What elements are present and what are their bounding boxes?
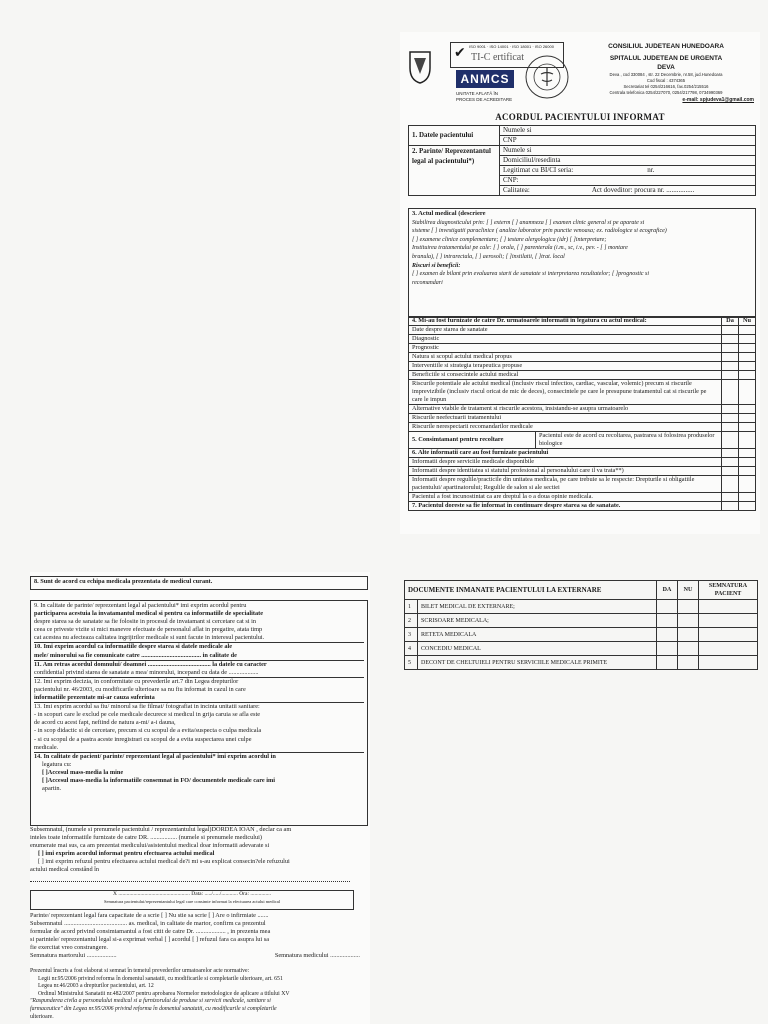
s9-line: ceea ce priveste vizite si mici manevre efectuate de personalul aflat in pregatire, atata timp <box>34 626 263 634</box>
address-2: Cod fiscal : 4374365 <box>646 78 686 83</box>
col-da: Da <box>722 317 739 326</box>
doc-label: DECONT DE CHELTUIELI PENTRU SERVICIILE MEDICALE PRIMITE <box>418 656 657 670</box>
signature-caption: Semnatura pacientului/reprezentantului legal care consimte informat la efectuarea actului medical <box>103 899 281 904</box>
witness-signature[interactable]: Semnatura martorului ................... <box>30 952 117 960</box>
s4-row: Alternative viabile de tratament si riscurile acestora, insistandu-se asupra urmatoarelo <box>409 405 722 414</box>
s2-field-id[interactable]: Legitimat cu BI/CI seria: nr. <box>500 166 756 176</box>
s5-text: Pacientul este de acord cu recoltarea, pastrarea si folosirea produselor biologice <box>536 432 722 449</box>
consent-checkbox[interactable]: [ ] imi exprim acordul informat pentru efectuarea actului medical <box>38 850 215 858</box>
s9-line: 9. In calitate de parinte/ reprezentant legal al pacientului* imi exprim acordul pentru <box>34 602 247 609</box>
s13-line: - in scop didactic si de cercetare, precum si cu scopul de a evita/suspecta o culpa medicala <box>34 727 262 735</box>
footer-line: ulterioare. <box>30 1013 54 1020</box>
checkbox-nu[interactable] <box>739 432 756 449</box>
s9-14-box <box>30 600 368 826</box>
s13-line: - in scopuri care le exclud pe cele medicale decurece si medicul in grija caruia se afla este <box>34 711 261 719</box>
doc-label: SCRISOARE MEDICALA; <box>418 614 657 628</box>
s3-line-5: branula), [ ] intrarectala, [ ] aerosoli; [ ]instilatii, [ ]trat. local <box>412 253 565 260</box>
s1-field-name[interactable]: Numele si <box>500 126 756 136</box>
s12-line: 12. Imi exprim decizia, in conformitate cu prevederile art.7 din Legea drepturilor <box>34 677 239 685</box>
col-nu: Nu <box>739 317 756 326</box>
org-name-3: DEVA <box>657 64 675 71</box>
checkbox-da[interactable] <box>722 371 739 380</box>
s5-label: 5. Consimtamant pentru recoltare <box>409 432 536 449</box>
checkbox-nu[interactable] <box>678 628 699 642</box>
footer-line: Ordinul Ministrului Sanatatii nr.482/2007 pentru aprobarea Normelor metodologice de aplicare a titlului XV <box>38 990 290 997</box>
s1-label: 1. Datele pacientului <box>409 126 500 146</box>
checkbox-nu[interactable] <box>739 344 756 353</box>
doc-num: 2 <box>405 614 418 628</box>
s4-row: Natura si scopul actului medical propus <box>409 353 722 362</box>
s7-row: 7. Pacientul doreste sa fie informat in continuare despre starea sa de sanatate. <box>409 502 722 511</box>
email: e-mail: spjudeva1@gmail.com <box>682 97 754 103</box>
iso-line: ISO 9001 · ISO 14001 · ISO 18001 · ISO 26000 <box>469 44 554 49</box>
s13-line: 13. Imi exprim acordul sa fiu/ minorul sa fie filmat/ fotografiat in incinta unitatii sanitare: <box>34 703 260 711</box>
checkbox-da[interactable] <box>722 344 739 353</box>
checkbox-nu[interactable] <box>739 371 756 380</box>
s8-text: 8. Sunt de acord cu echipa medicala prezentata de medicul curant. <box>34 578 213 585</box>
checkbox-nu[interactable] <box>739 414 756 423</box>
signature-cell[interactable] <box>699 656 758 670</box>
s4-row: Riscurile nerespectarii recomandarilor medicale <box>409 423 722 432</box>
checkbox-nu[interactable] <box>739 476 756 493</box>
patient-data-table <box>408 125 756 196</box>
s14-checkbox-media[interactable]: [ ]Accesul mass-media la mine <box>42 768 124 776</box>
doc-label: CONCEDIU MEDICAL <box>418 642 657 656</box>
docs-col-nu: NU <box>678 581 699 600</box>
witness-line: formular de acord privind consimtamantul a fost citit de catre Dr. ................... , in prezenta mea <box>30 928 271 936</box>
declaration-line: enumerate mai sus, ca am prezentat medicului/asistentului medical doar informatii adevarate si <box>30 842 270 850</box>
signature-box <box>30 890 354 910</box>
s2-field-cnp[interactable]: CNP: <box>500 176 756 186</box>
s10-line: 10. Imi exprim acordul ca informatiile despre starea si datele medicale ale <box>34 643 233 651</box>
s4-row: Interventiile si strategia terapeutica propuse <box>409 362 722 371</box>
checkbox-da[interactable] <box>657 628 678 642</box>
checkbox-da[interactable] <box>657 642 678 656</box>
witness-line: Parinte/ reprezentant legal fara capacitate de a scrie [ ] Nu stie sa scrie [ ] Are o infirmiate ....... <box>30 912 269 919</box>
checkbox-da[interactable] <box>722 502 739 511</box>
witness-sign-row <box>30 952 360 960</box>
s11-line: 11. Am retras acordul domnului/ doamnei ........................................ la datele cu caracter <box>34 660 267 668</box>
anmcs-sub2: PROCES DE ACREDITARE <box>456 97 513 102</box>
s6-row: Pacientul a fost incunostintat ca are dreptul la o a doua opinie medicala. <box>409 493 722 502</box>
checkbox-nu[interactable] <box>739 335 756 344</box>
checkbox-nu[interactable] <box>678 642 699 656</box>
coat-of-arms-logo <box>408 48 432 84</box>
s6-row: Informatii despre identitatea si statutul profesional al personalului care il va trata**) <box>409 467 722 476</box>
s3-line-7: [ ] examen de bilant prin evaluarea starii de sanatate si interpretarea rezultatelor; [ ]prognostic si <box>412 271 650 278</box>
s6-row: Informatii despre serviciile medicale disponibile <box>409 458 722 467</box>
doc-num: 5 <box>405 656 418 670</box>
s9-line: cat acestea nu afecteaza calitatea ingrijirilor medicale si sunt facute in interesul pacientului. <box>34 634 364 643</box>
s12-line: informatiile prezentate mi-ar cauza suferinta <box>34 694 364 703</box>
s4-row: Riscurile neefectuarii tratamentului <box>409 414 722 423</box>
blank-line[interactable] <box>30 875 350 882</box>
form-title: ACORDUL PACIENTULUI INFORMAT <box>495 112 665 122</box>
s4-row: Riscurile potentiale ale actului medical (inclusiv riscul infectios, cardiac, vascular, volemic) precum si riscurile imprevizibile (inclusiv riscul oricat de mic de deces), consecintele pe care le presupune tratamentul cat si riscurile pe care le impun <box>409 380 722 405</box>
checkbox-nu[interactable] <box>678 614 699 628</box>
documents-table <box>404 580 758 670</box>
hospital-seal <box>524 54 570 100</box>
checkbox-da[interactable] <box>722 493 739 502</box>
checkbox-nu[interactable] <box>739 353 756 362</box>
s6-heading: 6. Alte informatii care au fost furnizate pacientului <box>409 449 722 458</box>
address-3: Secretariat tel 0254/216616, fax.0254/215516 <box>623 84 709 89</box>
s13-line: de acord cu acest fapt, nefiind de natura a-mi/ a-i dauna, <box>34 719 176 727</box>
checkbox-da[interactable] <box>657 656 678 670</box>
s11-line: confidential privind starea de sanatate a mea/ minorului, incepand cu data de ................... <box>34 669 364 678</box>
signature-cell[interactable] <box>699 642 758 656</box>
checkbox-da[interactable] <box>722 467 739 476</box>
footer-line: "Raspunderea civila a personalului medical si a furnizorului de produse si servicii medicale, sanitare si <box>30 998 271 1005</box>
footer-line: Prezentul înscris a fost elaborat si semnat în temeiul prevederilor urmatoarelor acte normative: <box>30 968 250 974</box>
checkbox-da[interactable] <box>722 432 739 449</box>
s3-line-8: recomandari <box>412 279 443 286</box>
s2-field-name[interactable]: Numele si <box>500 146 756 156</box>
witness-line: fie exercitat vreo constrangere. <box>30 944 108 952</box>
checkbox-da[interactable] <box>722 405 739 414</box>
checkbox-da[interactable] <box>722 423 739 432</box>
checkbox-nu[interactable] <box>678 656 699 670</box>
checkbox-da[interactable] <box>722 476 739 493</box>
refusal-checkbox[interactable]: [ ] imi exprim refuzul pentru efectuarea actului medical de?i mi s-au explicat consecin?ele refuzului <box>38 858 290 866</box>
s12-line: pacientului nr. 46/2003, cu modificarile ulterioare sa nu fiu informat in cazul in care <box>34 685 246 693</box>
signature-cell[interactable] <box>699 600 758 614</box>
footer-line: Legea nr.46/2003 a drepturilor pacientului, art. 12 <box>38 983 154 990</box>
s13-line: medicale. <box>34 744 364 753</box>
form-page-2 <box>30 572 370 1024</box>
witness-line: si parintele/ reprezentantul legal si-a exprimat verbal [ ] acordul [ ] refuzul fara ca asupra lui sa <box>30 936 269 944</box>
s14-line: 14. In calitate de pacient/ parinte/ reprezentant legal al pacientului* imi exprim acordul in <box>34 752 276 760</box>
doc-num: 4 <box>405 642 418 656</box>
s10-line: mele/ minorului sa fie comunicate catre ...................................... in calitate de <box>34 652 364 661</box>
s2-field-quality[interactable]: Calitatea: Act doveditor: procura nr. ................ <box>500 186 756 196</box>
form-page-1 <box>400 32 760 534</box>
signature-line[interactable]: X .................................................... Data: ...../...../............ Ora: ............... <box>113 891 271 897</box>
declaration-line: inteles toate informatiile furnizate de catre DR. ................. (numele si prenumele medicului) <box>30 834 263 842</box>
s9-line: despre starea sa de sanatate sa fie folosite in procesul de invatamant si cercetare cat si in <box>34 618 257 626</box>
s4-heading: 4. Mi-au fost furnizate de catre Dr. urmatoarele informatii in legatura cu actul medical: <box>409 317 722 326</box>
s14-line: legatura cu: <box>42 760 72 768</box>
signature-cell[interactable] <box>699 614 758 628</box>
checkbox-da[interactable] <box>657 600 678 614</box>
s2-label: 2. Parinte/ Reprezentantul legal al pacientului*) <box>409 146 500 196</box>
s3-box <box>408 208 756 318</box>
docs-col-signature: SEMNATURA PACIENT <box>699 581 758 600</box>
s4-row: Prognostic <box>409 344 722 353</box>
docs-col-da: DA <box>657 581 678 600</box>
s3-line-4: Instituirea tratamentului pe cale: [ ] orala, [ ] parenterala (i.m., sc, i.v., pev. - [ ] montare <box>412 245 628 252</box>
anmcs-sub1: UNITATE AFLATĂ ÎN <box>456 91 499 96</box>
signature-cell[interactable] <box>699 628 758 642</box>
doc-num: 3 <box>405 628 418 642</box>
doc-label: RETETA MEDICALA <box>418 628 657 642</box>
checkbox-nu[interactable] <box>739 362 756 371</box>
s6-row: Informatii despre regulile/practicile din unitatea medicala, pe care trebuie sa le respecte: Drepturile si obligatiile pacientului/ apartinatorului; Regulile de salon si ale sectiei <box>409 476 722 493</box>
checkbox-da[interactable] <box>722 414 739 423</box>
checkbox-nu[interactable] <box>678 600 699 614</box>
s4-row: Diagnostic <box>409 335 722 344</box>
checkbox-nu[interactable] <box>739 458 756 467</box>
s1-field-cnp[interactable]: CNP <box>500 136 756 146</box>
checkbox-nu[interactable] <box>739 493 756 502</box>
checkbox-da[interactable] <box>722 326 739 335</box>
checkbox-nu[interactable] <box>739 502 756 511</box>
checkbox-nu[interactable] <box>739 326 756 335</box>
footer-line: farmaceutice" din Legea nr.95/2006 privind reforma în domeniul sanatatii, cu modificarile si completarile <box>30 1005 277 1012</box>
org-name-1: CONSILIUL JUDETEAN HUNEDOARA <box>608 43 724 50</box>
s3-line-3: [ ] examene clinice complementare; [ ] testare alergologica (idr) [ ]interpretare; <box>412 236 607 243</box>
address-1: Deva , cod 330084 , str. 22 Decembrie, nr.58, jud.Hunedoara <box>609 72 723 77</box>
s3-line-1: Stabilirea diagnosticului prin: [ ] exterm [ ] anamneza [ ] examen clinic general si pe aparate si <box>412 219 645 226</box>
doc-num: 1 <box>405 600 418 614</box>
org-name-2: SPITALUL JUDETEAN DE URGENTA <box>609 55 723 62</box>
declaration-line: Subsemnatul, (numele si prenumele pacientului / reprezentantului legal)DORDEA IOAN , declar ca am <box>30 826 292 833</box>
cert-label: TI-C ertificat <box>471 52 525 63</box>
docs-heading: DOCUMENTE INMANATE PACIENTULUI LA EXTERNARE <box>405 581 657 600</box>
s8-box <box>30 576 368 590</box>
s9-line: participarea acestuia la invatamantul medical si pentru ca informatiile de specialitate <box>34 610 263 618</box>
declaration-line: actului medical constând în <box>30 866 100 874</box>
s3-line-6: Riscuri si beneficii: <box>412 262 461 269</box>
checkbox-da[interactable] <box>722 335 739 344</box>
checkbox-da[interactable] <box>722 380 739 405</box>
info-table <box>408 316 756 511</box>
check-icon: ✔ <box>454 45 466 61</box>
s14-line: apartin. <box>42 785 62 793</box>
checkbox-nu[interactable] <box>739 467 756 476</box>
footer-line: Legii nr.95/2006 privind reforma în domeniul sanatatii, cu modificarile si completarile ulterioare, art. 651 <box>38 975 283 982</box>
s4-row: Date despre starea de sanatate <box>409 326 722 335</box>
s13-line: - si cu scopul de a pastra aceste inregistrari cu scopul de a evita suspectarea unei culpe <box>34 735 252 743</box>
checkbox-nu[interactable] <box>739 380 756 405</box>
s4-row: Beneficiile si consecintele actului medical <box>409 371 722 380</box>
doc-label: BILET MEDICAL DE EXTERNARE; <box>418 600 657 614</box>
checkbox-da[interactable] <box>657 614 678 628</box>
witness-line: Subsemnatul ........................................ as. medical, in calitate de martor, confirm ca prezentul <box>30 920 266 928</box>
anmcs-logo: ANMCS <box>456 70 514 88</box>
s3-heading: 3. Actul medical (descriere <box>412 210 486 217</box>
checkbox-da[interactable] <box>722 362 739 371</box>
address-4: Centrala telefonica 0254/227070, 0254/217798, 0734990369 <box>609 90 723 95</box>
checkbox-da[interactable] <box>722 353 739 362</box>
s2-field-address[interactable]: Domiciliul/resedinta <box>500 156 756 166</box>
checkbox-nu[interactable] <box>739 423 756 432</box>
doctor-signature[interactable]: Semnatura medicului ................... <box>274 952 360 960</box>
checkbox-nu[interactable] <box>739 405 756 414</box>
s3-line-2: sisteme [ ] investigatii paraclinice ( analize laborator prin punctie venoasa; ex. radiologice si ecografice) <box>412 228 667 235</box>
checkbox-da[interactable] <box>722 458 739 467</box>
s14-checkbox-fo[interactable]: [ ]Accesul mass-media la informatiile consemnat in FO/ documentele medicale care imi <box>42 776 275 784</box>
